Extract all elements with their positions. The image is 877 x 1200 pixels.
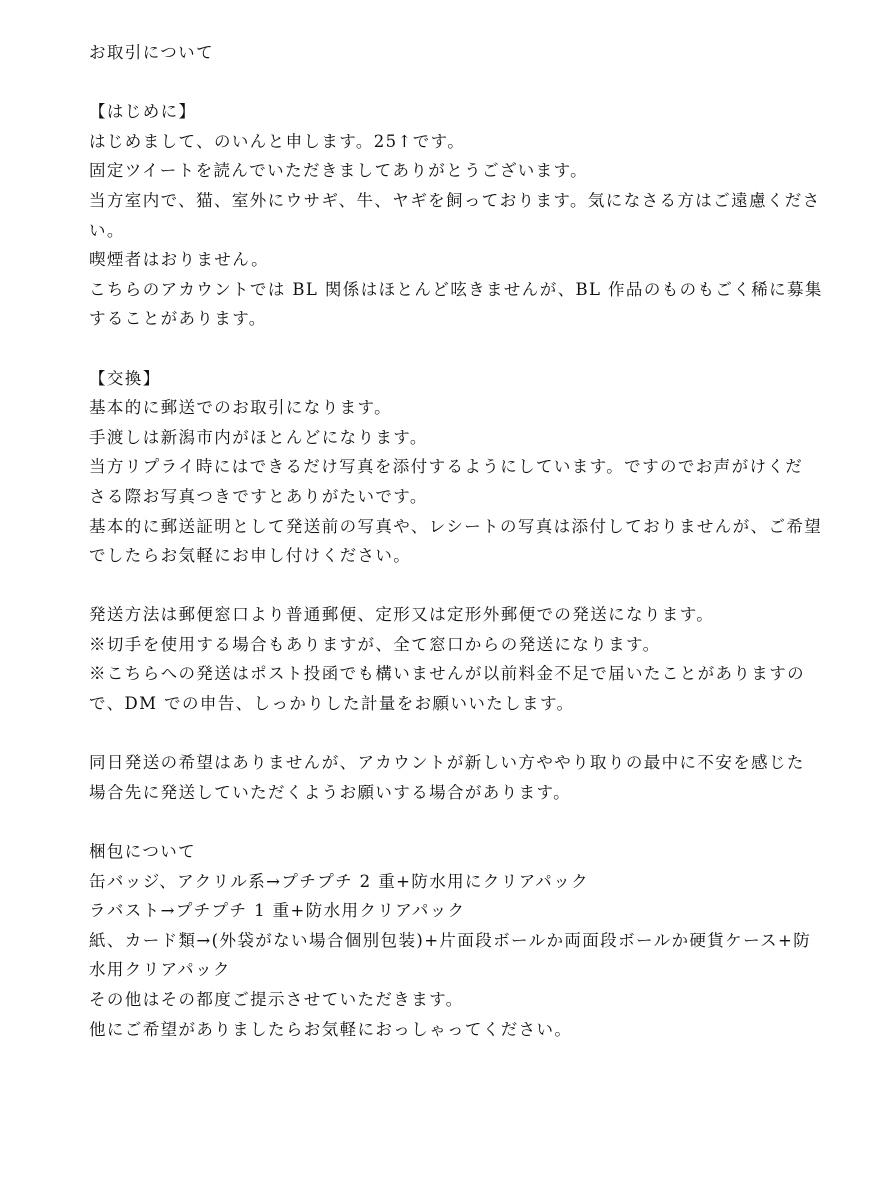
text-line: はじめまして、のいんと申します。25↑です。: [89, 131, 466, 151]
text-line: その他はその都度ご提示させていただきます。: [89, 990, 464, 1009]
text-line: い。: [89, 220, 125, 240]
text-line: 固定ツイートを読んでいただきましてありがとうございます。: [89, 161, 589, 181]
text-line: で、DM での申告、しっかりした計量をお願いいたします。: [89, 694, 575, 714]
text-line: 水用クリアパック: [89, 960, 231, 980]
text-line: 当方室内で、猫、室外にウサギ、牛、ヤギを飼っております。気になさる方はご遠慮くださ: [89, 190, 821, 210]
text-line: 場合先に発送していただくようお願いする場合があります。: [89, 782, 571, 802]
text-line: 喫煙者はおりません。: [89, 250, 269, 270]
text-line: こちらのアカウントでは BL 関係はほとんど呟きませんが、BL 作品のものもごく稀に募集: [89, 279, 823, 299]
section-heading-exchange: 【交換】: [89, 368, 161, 388]
text-line: することがあります。: [89, 309, 267, 329]
text-line: 基本的に郵送証明として発送前の写真や、レシートの写真は添付しておりませんが、ご希望: [89, 516, 823, 536]
blank-line: [89, 68, 809, 98]
text-line: 同日発送の希望はありませんが、アカウントが新しい方ややり取りの最中に不安を感じた: [89, 753, 805, 773]
text-line: 発送方法は郵便窓口より普通郵便、定形又は定形外郵便での発送になります。: [89, 605, 715, 625]
text-line: 基本的に郵送でのお取引になります。: [89, 398, 392, 418]
text-line: 当方リプライ時にはできるだけ写真を添付するようにしています。ですのでお声がけくだ: [89, 457, 804, 477]
text-line: 手渡しは新潟市内がほとんどになります。: [89, 427, 428, 447]
text-line: ラバスト→プチプチ 1 重+防水用クリアパック: [89, 901, 466, 921]
blank-line: [89, 719, 809, 749]
document-title: お取引について: [89, 43, 214, 62]
section-heading-packing: 梱包について: [89, 842, 197, 862]
text-line: 缶バッジ、アクリル系→プチプチ 2 重+防水用にクリアパック: [89, 871, 590, 891]
section-heading-introduction: 【はじめに】: [89, 102, 197, 122]
text-line: 他にご希望がありましたらお気軽におっしゃってください。: [89, 1019, 573, 1039]
blank-line: [89, 571, 809, 601]
text-line: 紙、カード類→(外袋がない場合個別包装)+片面段ボールか両面段ボールか硬貨ケース+防: [89, 930, 812, 950]
text-line: ※切手を使用する場合もありますが、全て窓口からの発送になります。: [89, 634, 661, 654]
document-body: [89, 38, 823, 1044]
text-line: ※こちらへの発送はポスト投函でも構いませんが以前料金不足で届いたことがありますの: [89, 664, 805, 684]
blank-line: [89, 334, 809, 364]
text-line: でしたらお気軽にお申し付けください。: [89, 546, 412, 566]
blank-line: [89, 807, 809, 837]
text-line: さる際お写真つきですとありがたいです。: [89, 486, 428, 506]
